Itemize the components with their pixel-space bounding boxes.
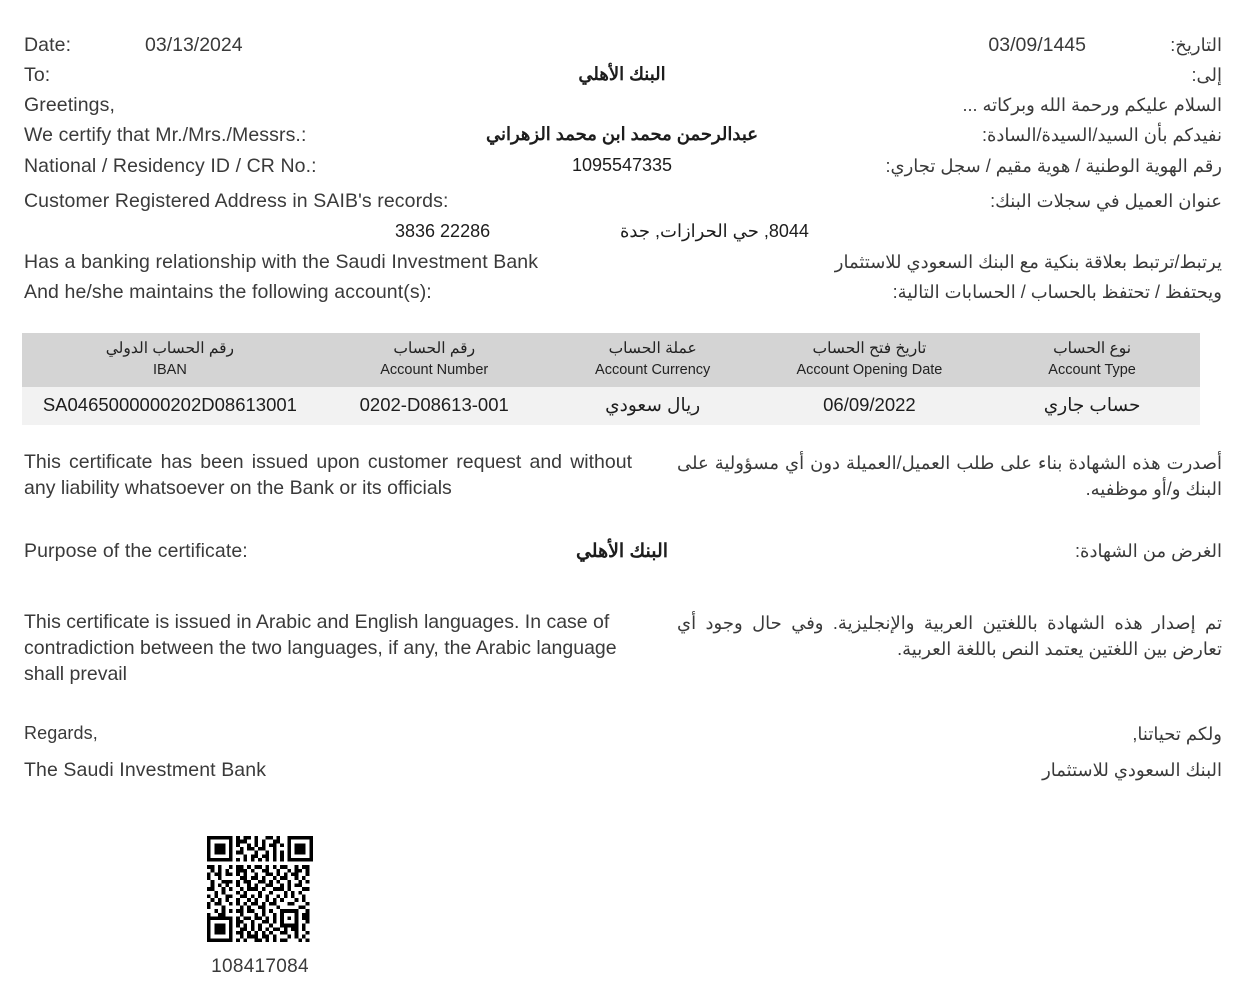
- table-row: [22, 387, 1200, 425]
- address-value-row: [0, 221, 1244, 251]
- col-account-type-en: Account Type: [1048, 361, 1136, 378]
- regards-ar: ولكم تحياتنا,: [1132, 724, 1222, 744]
- date-value-ar: 03/09/1445: [988, 34, 1086, 56]
- to-label-en: To:: [24, 64, 51, 86]
- cell-currency: ريال سعودي: [605, 394, 701, 416]
- qr-reference-number: 108417084: [211, 956, 309, 977]
- date-row: [0, 34, 1244, 64]
- qr-block: [207, 836, 313, 978]
- language-statement: [0, 610, 1244, 688]
- bank-name-row: [0, 759, 1244, 789]
- address-label-row: [0, 190, 1244, 220]
- col-account-number-en: Account Number: [380, 361, 489, 378]
- col-currency-en: Account Currency: [595, 361, 711, 378]
- address-label-en: Customer Registered Address in SAIB's records:: [24, 190, 449, 212]
- relationship-en: Has a banking relationship with the Saudi Investment Bank: [24, 251, 539, 273]
- to-row: [0, 64, 1244, 94]
- table-header-row: [22, 333, 1200, 387]
- bank-name-en: The Saudi Investment Bank: [24, 759, 267, 781]
- relationship-ar: يرتبط/ترتبط بعلاقة بنكية مع البنك السعودي للاستثمار: [834, 252, 1222, 272]
- accounts-table: [22, 333, 1200, 425]
- regards-en: Regards,: [24, 723, 98, 743]
- accounts-table-head: [22, 333, 1200, 387]
- issuance-statement-ar: أصدرت هذه الشهادة بناء على طلب العميل/العميلة دون أي مسؤولية على البنك و/أو موظفيه.: [677, 453, 1222, 500]
- certify-label-ar: نفيدكم بأن السيد/السيدة/السادة:: [981, 125, 1222, 145]
- id-row: [0, 155, 1244, 185]
- id-label-ar: رقم الهوية الوطنية / هوية مقيم / سجل تجاري:: [885, 156, 1222, 176]
- purpose-value: البنك الأهلي: [575, 541, 669, 562]
- purpose-label-en: Purpose of the certificate:: [24, 540, 248, 562]
- cell-opening-date: 06/09/2022: [823, 394, 916, 416]
- col-account-number-ar: رقم الحساب: [393, 340, 476, 357]
- purpose-label-ar: الغرض من الشهادة:: [1075, 541, 1222, 561]
- address-label-ar: عنوان العميل في سجلات البنك:: [990, 191, 1222, 211]
- col-iban-en: IBAN: [152, 361, 187, 378]
- col-currency: [551, 333, 755, 387]
- cell-account-number: 0202-D08613-001: [359, 394, 509, 416]
- greetings-ar: السلام عليكم ورحمة الله وبركاته ...: [962, 95, 1222, 115]
- greetings-row: [0, 94, 1244, 124]
- col-opening-date: [755, 333, 985, 387]
- date-value-en: 03/13/2024: [145, 34, 243, 56]
- accounts-en: And he/she maintains the following account(s):: [24, 281, 432, 303]
- to-value: البنك الأهلي: [578, 64, 666, 84]
- id-label-en: National / Residency ID / CR No.:: [24, 155, 317, 177]
- col-account-number: [318, 333, 551, 387]
- relationship-row: [0, 251, 1244, 281]
- date-label-en: Date:: [24, 34, 72, 56]
- bank-name-ar: البنك السعودي للاستثمار: [1042, 760, 1222, 780]
- issuance-statement-en: This certificate has been issued upon customer request and without any liability whatsoever on the Bank or its officials: [24, 451, 632, 499]
- col-opening-date-ar: تاريخ فتح الحساب: [812, 340, 927, 357]
- id-value: 1095547335: [571, 155, 673, 175]
- qr-code-icon: [207, 836, 313, 942]
- col-account-type: [984, 333, 1200, 387]
- address-value-number: 3836 22286: [395, 221, 491, 241]
- purpose-row: [0, 540, 1244, 570]
- accounts-table-body: [22, 387, 1200, 425]
- greetings-en: Greetings,: [24, 94, 115, 116]
- to-label-ar: إلى:: [1191, 65, 1222, 85]
- regards-row: [0, 723, 1244, 753]
- col-opening-date-en: Account Opening Date: [796, 361, 943, 378]
- col-currency-ar: عملة الحساب: [608, 340, 697, 357]
- language-statement-en: This certificate is issued in Arabic and English languages. In case of contradiction between the two languages, if any, the Arabic language shall prevail: [24, 611, 617, 685]
- accounts-row: [0, 281, 1244, 311]
- cell-iban: SA0465000000202D08613001: [42, 394, 297, 416]
- col-iban: [22, 333, 318, 387]
- col-account-type-ar: نوع الحساب: [1053, 340, 1132, 357]
- customer-name-row: [0, 124, 1244, 154]
- issuance-statement: [0, 450, 1244, 502]
- accounts-ar: ويحتفظ / تحتفظ بالحساب / الحسابات التالية:: [892, 282, 1222, 302]
- language-statement-ar: تم إصدار هذه الشهادة باللغتين العربية والإنجليزية. وفي حال وجود أي تعارض بين اللغتين يعتمد النص باللغة العربية.: [677, 613, 1222, 660]
- certify-label-en: We certify that Mr./Mrs./Messrs.:: [24, 124, 307, 146]
- cell-account-type: حساب جاري: [1043, 394, 1141, 416]
- customer-name-value: عبدالرحمن محمد ابن محمد الزهراني: [485, 124, 759, 144]
- address-value-ar: 8044, حي الحرازات, جدة: [620, 221, 809, 241]
- date-label-ar: التاريخ:: [1170, 35, 1222, 55]
- col-iban-ar: رقم الحساب الدولي: [105, 340, 235, 357]
